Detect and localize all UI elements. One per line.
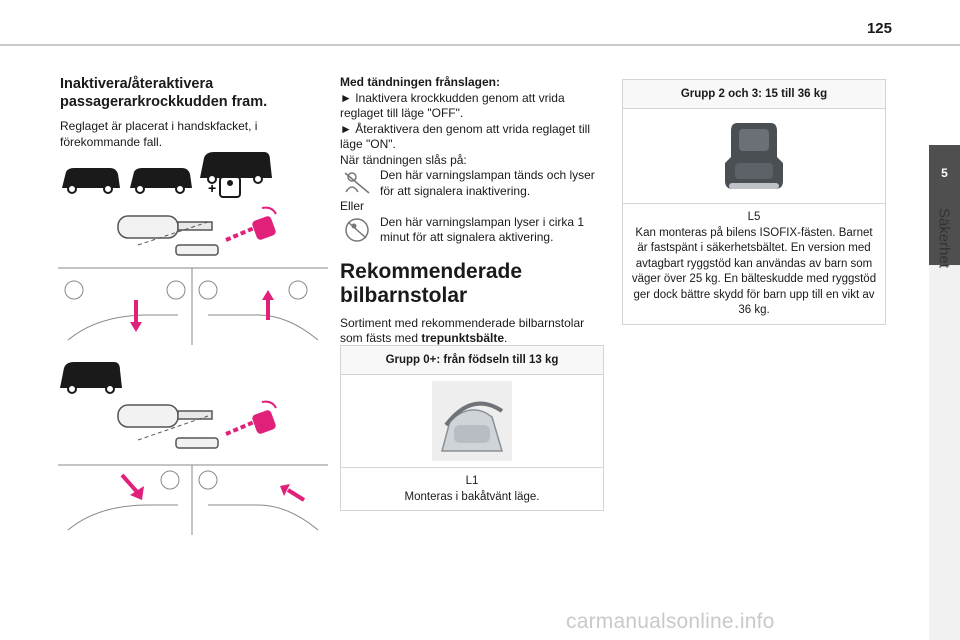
van-icon [200, 152, 272, 183]
infant-carrier-illustration [341, 375, 603, 468]
reactivate-step: ► Återaktivera den genom att vrida reglaget till läge "ON". [340, 121, 591, 151]
dashboard-illustration [68, 471, 318, 530]
middle-column [340, 75, 605, 347]
airbag-intro: Reglaget är placerat i handskfacket, i förekommande fall. [60, 119, 258, 149]
group0-seat-box [340, 345, 604, 511]
group0-model: L1 [465, 475, 479, 487]
booster-seat-illustration [623, 109, 885, 204]
svg-text:+: + [208, 180, 217, 196]
lamp-on-text: Den här varningslampan lyser i cirka 1 minut för att signalera aktivering. [380, 214, 585, 244]
airbag-off-warning-icon [340, 168, 374, 198]
header-rule [0, 44, 960, 46]
key-icon [118, 405, 212, 427]
rotate-arrow-icon [262, 208, 276, 214]
lamp-off-text: Den här varningslampan tänds och lyser för att signalera inaktivering. [380, 168, 595, 198]
left-column [60, 75, 330, 150]
ignition-on-text: När tändningen slås på: [340, 152, 467, 167]
van-icon [130, 168, 192, 193]
chapter-title: Säkerhet [935, 207, 953, 269]
arrow-icon [226, 228, 254, 240]
group0-header: Grupp 0+: från födseln till 13 kg [341, 346, 603, 375]
group23-header: Grupp 2 och 3: 15 till 36 kg [623, 80, 885, 109]
group0-description: Monteras i bakåtvänt läge. [404, 490, 540, 503]
group23-description: Kan monteras på bilens ISOFIX-fästen. Barnet är fastspänt i säkerhetsbältet. En version med avtagbart ryggstöd kan användas av barn som väger över 25 kg. En bälteskudde med ryggstöd ger dock bättre skydd för barn upp till en vikt av 36 kg. [631, 226, 877, 316]
van-icon [62, 168, 120, 193]
key-blade-icon [176, 245, 218, 255]
chapter-number: 5 [941, 166, 948, 180]
arrow-icon [226, 422, 254, 434]
airbag-heading: Inaktivera/återaktivera passagerarkrockkudden fram. [60, 76, 268, 110]
airbag-switch-icon [251, 409, 277, 435]
arrow-icon [122, 475, 138, 493]
sidebar-background [929, 265, 960, 640]
airbag-switch-illustrations [58, 150, 328, 535]
group23-model: L5 [747, 211, 761, 223]
group23-seat-box [622, 79, 886, 325]
arrow-icon [288, 490, 304, 500]
airbag-on-warning-icon [340, 215, 374, 245]
key-blade-icon [176, 438, 218, 448]
ignition-off-title: Med tändningen frånslagen: [340, 75, 501, 89]
page-number: 125 [866, 20, 892, 37]
deactivate-step: ► Inaktivera krockkudden genom att vrida reglaget till läge "OFF". [340, 90, 565, 120]
van-icon [60, 362, 122, 393]
key-icon [118, 216, 212, 238]
child-seats-heading: Rekommenderade bilbarnstolar [340, 259, 523, 307]
or-text: Eller [340, 199, 365, 213]
watermark: carmanualsonline.info [566, 610, 775, 633]
airbag-switch-icon [251, 215, 277, 241]
rotate-arrow-icon [262, 402, 276, 408]
child-seats-intro: Sortiment med rekommenderade bilbarnstolar som fästs med trepunktsbälte. [340, 315, 585, 345]
